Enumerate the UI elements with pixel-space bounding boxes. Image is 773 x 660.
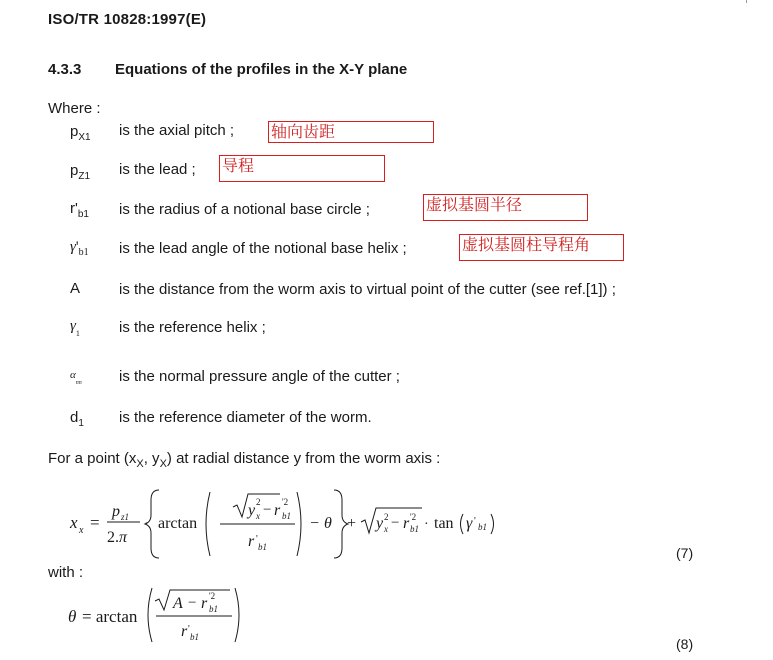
svg-text:x: x bbox=[70, 513, 78, 532]
definition-desc: is the reference helix ; bbox=[119, 319, 266, 336]
definition-desc: is the lead ; bbox=[119, 161, 196, 178]
definition-desc: is the distance from the worm axis to virtual point of the cutter (see ref.[1]) ; bbox=[119, 281, 616, 298]
svg-text:+: + bbox=[347, 515, 357, 532]
svg-text:r: r bbox=[248, 533, 255, 550]
equation-8-number: (8) bbox=[676, 636, 694, 652]
annotation-box: 虚拟基圆半径 bbox=[423, 194, 588, 221]
page-edge-mark bbox=[746, 0, 747, 3]
sentence-part: For a point (x bbox=[48, 450, 137, 467]
svg-text:−: − bbox=[263, 502, 272, 518]
svg-text:r: r bbox=[274, 502, 281, 519]
definition-desc: is the reference diameter of the worm. bbox=[119, 409, 372, 426]
equation-8 bbox=[60, 584, 260, 646]
svg-text:'2: '2 bbox=[209, 591, 216, 601]
svg-text:': ' bbox=[474, 516, 476, 527]
point-sentence bbox=[48, 450, 440, 470]
symbol-pz1: $p_{Z1}$ bbox=[70, 162, 91, 182]
svg-text:=: = bbox=[90, 513, 100, 532]
svg-text:b1: b1 bbox=[410, 524, 419, 534]
annotation-box: 虚拟基圆柱导程角 bbox=[459, 234, 624, 261]
svg-text:z1: z1 bbox=[121, 512, 130, 522]
sentence-part: , y bbox=[143, 450, 160, 467]
subscript-x: X bbox=[159, 458, 167, 470]
section-title: Equations of the profiles in the X-Y plane bbox=[115, 61, 408, 78]
definition-desc: is the axial pitch ; bbox=[119, 122, 235, 139]
symbol-px1: $p_{X1}$ bbox=[70, 123, 91, 143]
svg-text:2: 2 bbox=[384, 512, 389, 522]
symbol-gamma-1: $\gamma_1$ bbox=[70, 318, 80, 338]
svg-text:r: r bbox=[201, 595, 208, 612]
sentence-part: ) at radial distance y from the worm axis : bbox=[166, 450, 441, 467]
symbol-gamma-b1: $\gamma'_{b1}$ bbox=[70, 239, 89, 258]
svg-text:r: r bbox=[403, 515, 410, 532]
svg-text:−: − bbox=[310, 515, 320, 532]
svg-text:tan: tan bbox=[434, 515, 454, 532]
svg-text:b1: b1 bbox=[190, 632, 199, 642]
svg-text:x: x bbox=[384, 524, 388, 534]
svg-text:b1: b1 bbox=[209, 604, 218, 614]
definition-desc: is the normal pressure angle of the cutter ; bbox=[119, 368, 400, 385]
svg-text:': ' bbox=[256, 534, 258, 545]
svg-text:2.π: 2.π bbox=[107, 529, 128, 546]
symbol-alpha-nn: $\alpha_{nn}$ bbox=[70, 369, 82, 386]
where-label: Where : bbox=[48, 100, 101, 117]
svg-text:2: 2 bbox=[256, 497, 261, 507]
svg-text:θ: θ bbox=[324, 515, 332, 532]
symbol-r-b1: $r'_{b1}$ bbox=[70, 200, 89, 220]
svg-text:−: − bbox=[391, 515, 400, 531]
subscript-x: X bbox=[136, 458, 144, 470]
svg-text:·: · bbox=[144, 517, 149, 532]
definition-desc: is the lead angle of the notional base helix ; bbox=[119, 240, 407, 257]
svg-text:b1: b1 bbox=[282, 511, 291, 521]
svg-text:b1: b1 bbox=[478, 522, 487, 532]
svg-text:'2: '2 bbox=[410, 512, 417, 522]
annotation-box: 导程 bbox=[219, 155, 385, 182]
svg-text:y: y bbox=[376, 515, 384, 532]
svg-text:θ: θ bbox=[68, 607, 77, 626]
svg-text:= arctan: = arctan bbox=[82, 607, 138, 626]
equation-7 bbox=[60, 484, 520, 564]
svg-text:p: p bbox=[112, 503, 120, 520]
svg-text:A: A bbox=[173, 595, 183, 612]
symbol-A: A bbox=[70, 280, 81, 297]
svg-text:arctan: arctan bbox=[158, 515, 198, 532]
equation-7-number: (7) bbox=[676, 545, 694, 561]
svg-text:r: r bbox=[181, 623, 188, 640]
section-number: 4.3.3 bbox=[48, 61, 82, 78]
svg-text:−: − bbox=[188, 595, 197, 611]
annotation-box: 轴向齿距 bbox=[268, 121, 434, 143]
svg-text:x: x bbox=[256, 511, 260, 521]
with-label: with : bbox=[48, 564, 84, 581]
svg-text:γ: γ bbox=[466, 515, 473, 532]
svg-text:x: x bbox=[79, 525, 84, 536]
definition-desc: is the radius of a notional base circle ; bbox=[119, 201, 370, 218]
svg-text:y: y bbox=[248, 502, 256, 519]
symbol-d1: $d_1$ bbox=[70, 409, 84, 429]
svg-text:b1: b1 bbox=[258, 542, 267, 552]
svg-text:·: · bbox=[424, 517, 429, 532]
svg-text:': ' bbox=[188, 624, 190, 635]
svg-text:'2: '2 bbox=[282, 497, 289, 507]
document-id: ISO/TR 10828:1997(E) bbox=[48, 11, 207, 28]
